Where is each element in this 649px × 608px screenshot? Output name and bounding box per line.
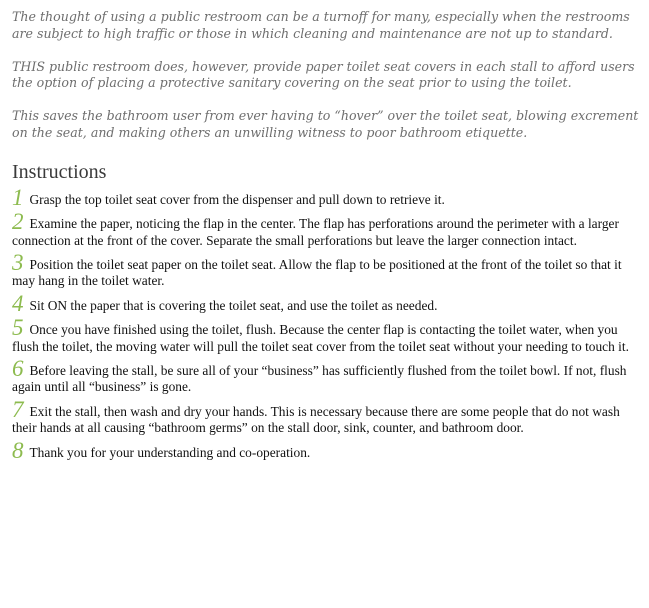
step-3 [12,250,640,290]
step-2 [12,209,640,249]
step-5 [12,315,640,355]
step-text: Grasp the top toilet seat cover from the dispenser and pull down to retrieve it. [29,191,445,207]
step-text: Examine the paper, noticing the flap in the center. The flap has perforations around the perimeter with a larger connection at the front of the cover. Separate the small perforations but leave the larger connection intact. [12,216,619,248]
instruction-steps [12,184,640,463]
step-number: 7 [12,396,24,422]
step-number: 3 [12,250,24,275]
step-number: 4 [12,290,24,316]
step-number: 6 [12,356,24,382]
step-text: Once you have finished using the toilet, flush. Because the center flap is contacting the toilet water, when you flush the toilet, the moving water will pull the toilet seat cover from the toilet seat without your needing to touch it. [12,322,629,354]
step-8 [12,437,640,463]
step-4 [12,290,640,316]
step-text: Position the toilet seat paper on the toilet seat. Allow the flap to be positioned at the front of the toilet so that it may hang in the toilet water. [12,257,622,289]
step-6 [12,356,640,396]
intro-section [12,9,640,142]
intro-paragraph-1: The thought of using a public restroom can be a turnoff for many, especially when the restrooms are subject to high traffic or those in which cleaning and maintenance are not up to standard. [12,9,630,41]
step-number: 2 [12,209,24,235]
step-text: Exit the stall, then wash and dry your hands. This is necessary because there are some people that do not wash their hands at all causing “bathroom germs” on the stall door, sink, counter, and bathroom door. [12,403,620,436]
step-1 [12,184,640,210]
step-number: 1 [12,184,24,210]
step-7 [12,396,640,437]
step-number: 5 [12,315,24,341]
intro-paragraph-2: THIS public restroom does, however, provide paper toilet seat covers in each stall to afford users the option of placing a protective sanitary covering on the seat prior to using the toilet. [12,58,635,91]
intro-paragraph-3: This saves the bathroom user from ever having to “hover” over the toilet seat, blowing excrement on the seat, and making others an unwilling witness to poor bathroom etiquette. [12,108,639,140]
step-text: Before leaving the stall, be sure all of your “business” has sufficiently flushed from the toilet bowl. If not, flush again until all “business” is gone. [12,363,627,395]
step-text: Sit ON the paper that is covering the toilet seat, and use the toilet as needed. [29,297,438,313]
step-number: 8 [12,437,24,463]
document-page [12,9,640,461]
instructions-heading: Instructions [12,160,107,183]
step-text: Thank you for your understanding and co-operation. [29,444,311,460]
